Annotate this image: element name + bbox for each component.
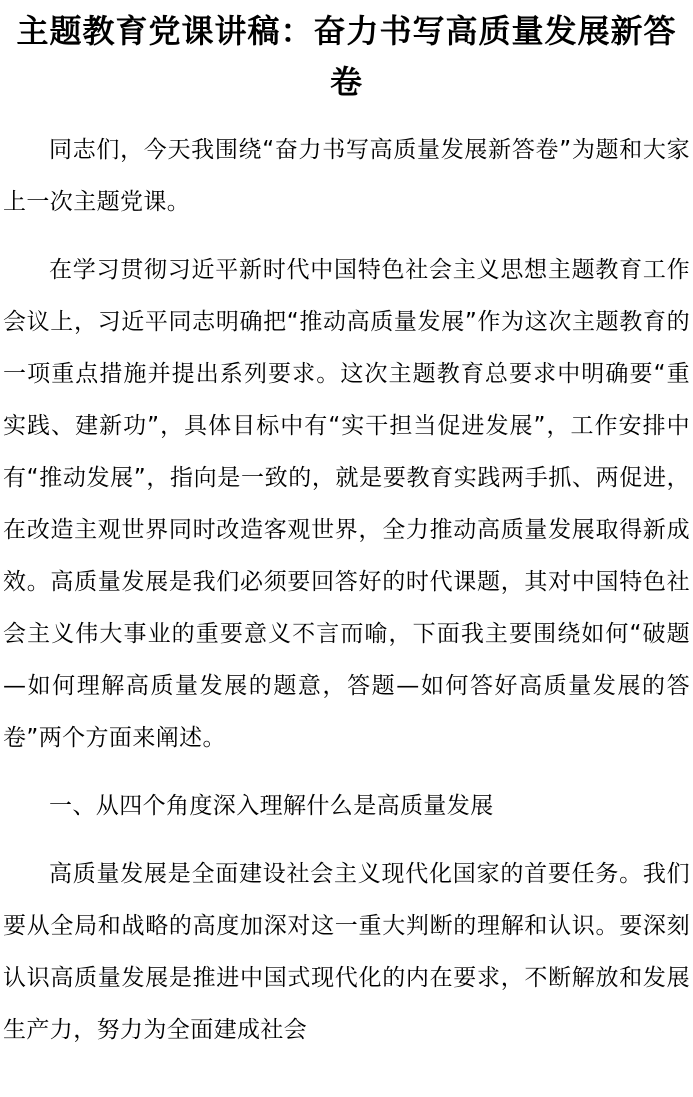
paragraph-section-one: 高质量发展是全面建设社会主义现代化国家的首要任务。我们要从全局和战略的高度加深对这一重大判断的理解和认识。要深刻认识高质量发展是推进中国式现代化的内在要求，不断解放和发展生产力，努力为全面建成社会 — [3, 861, 690, 1043]
paragraph-intro: 同志们，今天我围绕“奋力书写高质量发展新答卷”为题和大家上一次主题党课。 — [3, 137, 690, 215]
paragraph-background: 在学习贯彻习近平新时代中国特色社会主义思想主题教育工作会议上，习近平同志明确把“推动高质量发展”作为这次主题教育的一项重点措施并提出系列要求。这次主题教育总要求中明确要“重实践、建新功”，具体目标中有“实干担当促进发展”，工作安排中有“推动发展”，指向是一致的，就是要教育实践两手抓、两促进，在改造主观世界同时改造客观世界，全力推动高质量发展取得新成效。高质量发展是我们必须要回答好的时代课题，其对中国特色社会主义伟大事业的重要意义不言而喻，下面我主要围绕如何“破题—如何理解高质量发展的题意，答题—如何答好高质量发展的答卷”两个方面来阐述。 — [3, 257, 690, 751]
document-title: 主题教育党课讲稿：奋力书写高质量发展新答卷 — [16, 12, 677, 101]
section-heading-one: 一、从四个角度深入理解什么是高质量发展 — [49, 793, 494, 819]
